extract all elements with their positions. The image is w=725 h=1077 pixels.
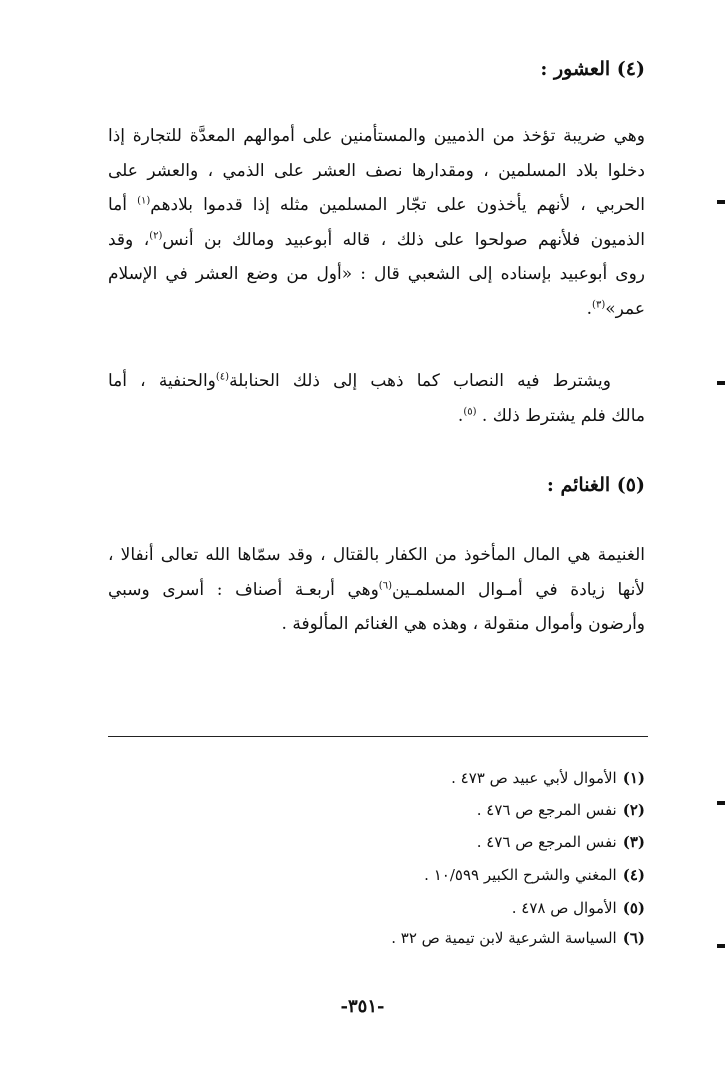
- footnote-2: (٢)نفس المرجع ص ٤٧٦ .: [476, 801, 645, 819]
- footnote-ref-6[interactable]: (٦): [378, 579, 392, 591]
- text-line: دخلوا بلاد المسلمين ، ومقدارها نصف العشر على الذمي ، والعشر على: [108, 160, 645, 181]
- footnote-ref-2[interactable]: (٢): [149, 229, 163, 241]
- text-line: الغنيمة هي المال المأخوذ من الكفار بالقتال ، وقد سمّاها الله تعالى أنفالا ،: [108, 545, 645, 565]
- footnote-ref-4[interactable]: (٤): [215, 371, 230, 383]
- text-line: ويشترط فيه النصاب كما ذهب إلى ذلك الحنابلة$^{(٤)}$والحنفية ، أما: [108, 371, 611, 391]
- scan-edge-mark: [717, 381, 725, 385]
- page-number: -٣٥١-: [340, 996, 385, 1017]
- section-heading-ushur: (٤) العشور :: [540, 58, 645, 80]
- text-line: عمر»$^{(٣)}$.: [586, 298, 645, 319]
- paragraph-ushur: [108, 119, 645, 326]
- footnote-5: (٥)الأموال ص ٤٧٨ .: [511, 899, 645, 917]
- footnote-4: (٤)المغني والشرح الكبير ١٠/٥٩٩ .: [424, 866, 645, 884]
- footnote-3: (٣)نفس المرجع ص ٤٧٦ .: [476, 833, 645, 851]
- scan-edge-mark: [717, 944, 725, 948]
- scan-edge-mark: [717, 801, 725, 805]
- footnote-1: (١)الأموال لأبي عبيد ص ٤٧٣ .: [451, 769, 645, 787]
- text-line: روى أبوعبيد بإسناده إلى الشعبي قال : «أول من وضع العشر في الإسلام: [108, 264, 645, 284]
- footnote-ref-3[interactable]: (٣): [592, 298, 606, 310]
- paragraph-ghanaim: [108, 538, 645, 642]
- footnote-divider: [108, 736, 648, 737]
- text-line: لأنها زيادة في أمـوال المسلمـين$^{(٦)}$وهي أربعـة أصناف : أسرى وسبي: [108, 579, 645, 600]
- text-line: وأرضون وأموال منقولة ، وهذه هي الغنائم المألوفة .: [281, 614, 645, 634]
- text-line: مالك فلم يشترط ذلك . $^{(٥)}$.: [457, 405, 645, 426]
- footnote-ref-1[interactable]: (١): [137, 195, 151, 207]
- footnote-ref-5[interactable]: (٥): [463, 405, 477, 417]
- text-line: الحربي ، لأنهم يأخذون على تجّار المسلمين مثله إذا قدموا بلادهم$^{(١)}$ أما: [108, 195, 645, 215]
- scan-edge-mark: [717, 200, 725, 204]
- text-line: الذميون فلأنهم صولحوا على ذلك ، قاله أبوعبيد ومالك بن أنس$^{(٢)}$، وقد: [108, 229, 645, 250]
- footnote-6: (٦)السياسة الشرعية لابن تيمية ص ٣٢ .: [391, 929, 645, 947]
- paragraph-nisab: [108, 364, 645, 433]
- section-heading-ghanaim: (٥) الغنائم :: [546, 474, 645, 496]
- text-line: وهي ضريبة تؤخذ من الذميين والمستأمنين على أموالهم المعدَّة للتجارة إذا: [108, 126, 645, 146]
